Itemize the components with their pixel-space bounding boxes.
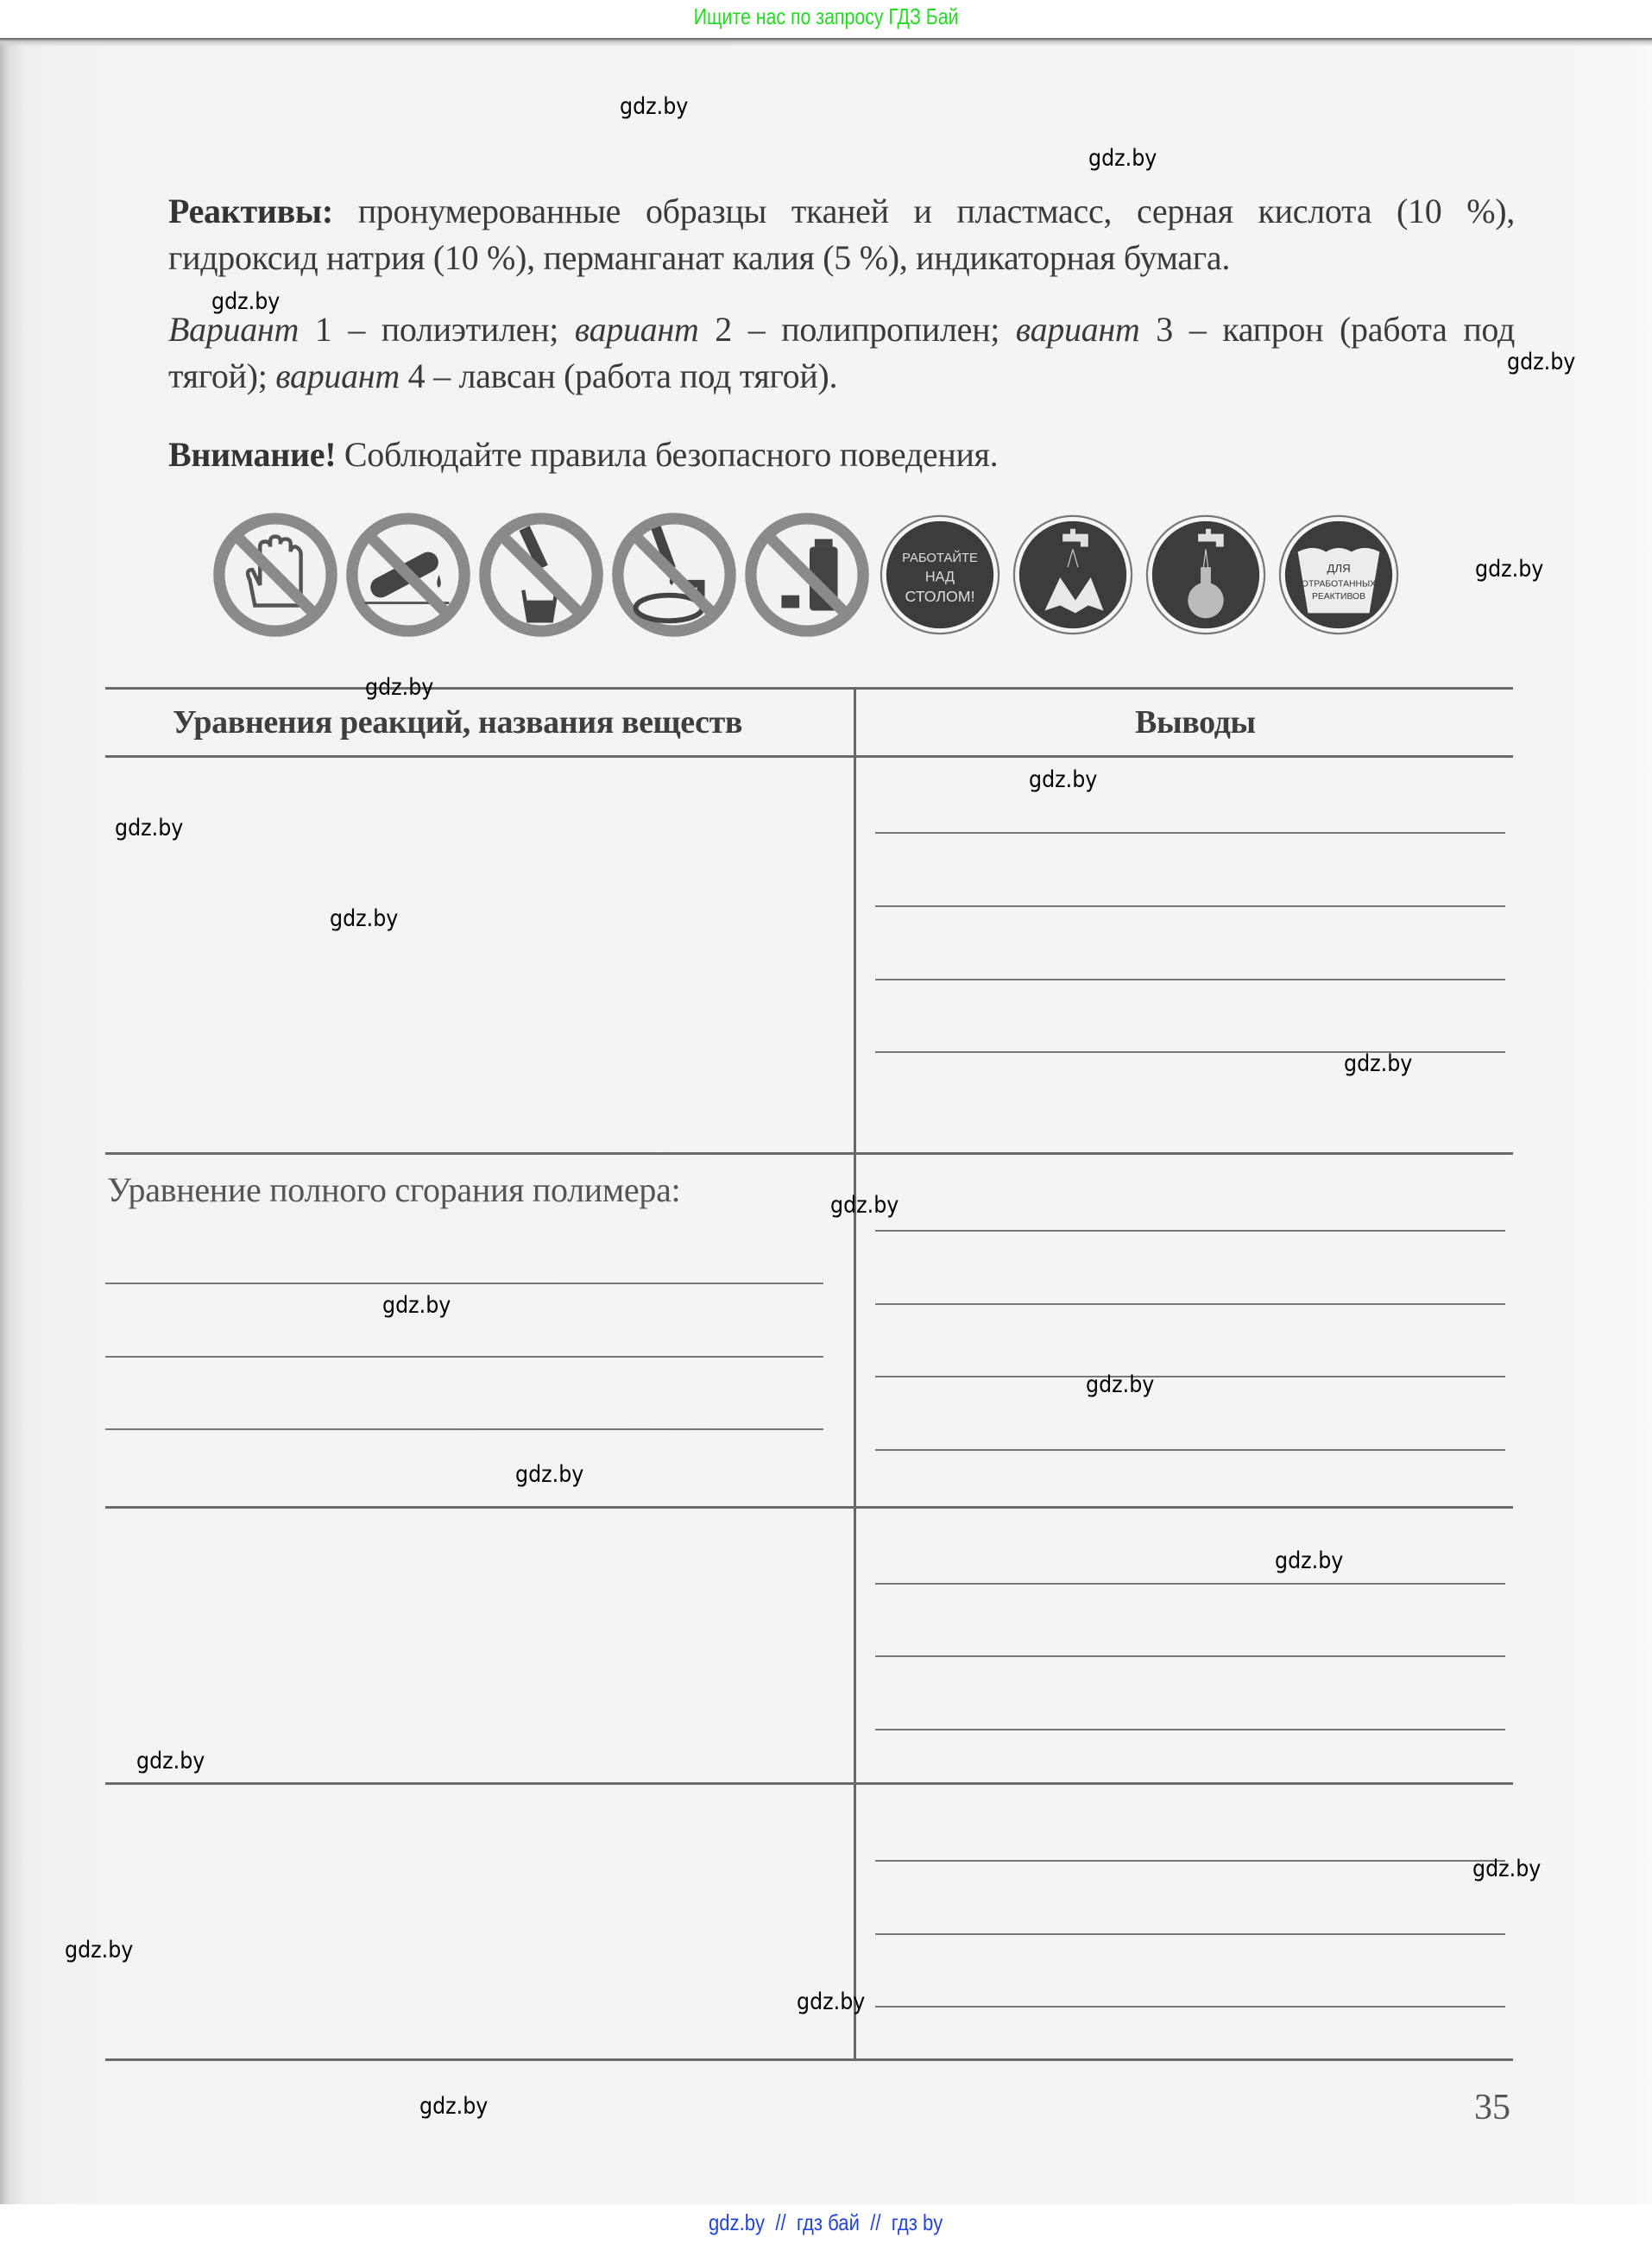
section-divider — [105, 1152, 1513, 1155]
top-banner-text: Ищите нас по запросу ГДЗ Бай — [693, 3, 959, 29]
variant-2-text: – полипропилен; — [747, 310, 1000, 349]
section-divider — [105, 1506, 1513, 1509]
variant-3-number: 3 — [1156, 310, 1173, 349]
waste-line-2: ОТРАБОТАННЫХ — [1301, 579, 1377, 589]
work-over-table-line-3: СТОЛОМ! — [905, 588, 975, 606]
answer-line[interactable] — [875, 1303, 1505, 1305]
variant-4-text: – лавсан (работа под тягой). — [433, 356, 838, 395]
watermark: gdz.by — [620, 93, 689, 120]
waste-line-1: ДЛЯ — [1327, 562, 1351, 576]
variant-1-number: 1 — [314, 310, 332, 349]
watermark: gdz.by — [797, 1989, 866, 2015]
no-touching-icon — [211, 511, 339, 639]
watermark: gdz.by — [136, 1748, 205, 1774]
watermark: gdz.by — [1472, 1856, 1542, 1882]
answer-line[interactable] — [875, 1655, 1505, 1657]
answer-line[interactable] — [875, 1933, 1505, 1935]
reagents-paragraph — [168, 188, 1515, 281]
bottom-banner-text[interactable]: gdz.by // гдз бай // гдз by — [709, 2209, 943, 2235]
watermark: gdz.by — [515, 1461, 584, 1488]
watermark: gdz.by — [1088, 145, 1157, 172]
answer-line[interactable] — [875, 1860, 1505, 1862]
watermark: gdz.by — [830, 1192, 899, 1219]
watermark: gdz.by — [382, 1292, 451, 1319]
table-bottom-border — [105, 2058, 1513, 2061]
variant-3-text: – капрон (работа под тягой); — [168, 310, 1516, 395]
answer-line[interactable] — [875, 832, 1505, 834]
watermark: gdz.by — [65, 1937, 134, 1964]
watermark: gdz.by — [1275, 1547, 1344, 1574]
safety-icons-row — [211, 511, 1420, 640]
watermark: gdz.by — [1507, 349, 1576, 375]
variants-paragraph — [168, 306, 1515, 400]
work-over-table-line-2: НАД — [924, 569, 955, 585]
variant-4-label: вариант — [275, 356, 400, 395]
answer-line[interactable] — [875, 1230, 1505, 1232]
answer-line[interactable] — [875, 1729, 1505, 1730]
waste-container-icon — [1275, 511, 1403, 639]
variant-2-number: 2 — [715, 310, 732, 349]
combustion-equation-label: Уравнение полного сгорания полимера: — [107, 1170, 681, 1209]
no-pouring-into-sink-icon — [610, 511, 738, 639]
header-bottom-border — [105, 755, 1513, 758]
answer-line[interactable] — [875, 2006, 1505, 2008]
watermark: gdz.by — [1475, 556, 1544, 583]
watermark: gdz.by — [330, 905, 399, 932]
watermark: gdz.by — [1344, 1050, 1413, 1077]
answer-line[interactable] — [875, 1376, 1505, 1377]
watermark: gdz.by — [115, 815, 184, 842]
answer-line[interactable] — [875, 1449, 1505, 1451]
equation-line[interactable] — [105, 1283, 823, 1284]
no-spilling-icon — [344, 511, 472, 639]
equation-line[interactable] — [105, 1428, 823, 1430]
watermark: gdz.by — [1086, 1371, 1155, 1398]
section-divider — [105, 1782, 1513, 1785]
safety-warning — [168, 432, 1515, 478]
column-divider — [854, 687, 856, 2061]
variant-4-number: 4 — [407, 356, 426, 395]
watermark: gdz.by — [211, 288, 281, 315]
watermark: gdz.by — [1029, 766, 1098, 793]
no-pouring-into-glass-icon — [477, 511, 605, 639]
answer-line[interactable] — [875, 905, 1505, 907]
reagents-label: Реактивы: — [168, 192, 333, 230]
warning-text: Соблюдайте правила безопасного поведения. — [344, 435, 999, 474]
column-header-conclusions: Выводы — [1135, 704, 1256, 741]
work-over-table-icon — [876, 511, 1004, 639]
answer-line[interactable] — [875, 979, 1505, 980]
equation-line[interactable] — [105, 1356, 823, 1358]
top-banner — [0, 0, 1652, 38]
column-header-equations: Уравнения реакций, названия веществ — [173, 704, 742, 741]
bottom-banner — [0, 2204, 1652, 2244]
variant-3-label: вариант — [1015, 310, 1140, 349]
page-edge-shadow — [0, 38, 1652, 47]
no-open-reagent-icon — [743, 511, 871, 639]
variant-1-label: Вариант — [168, 310, 300, 349]
watermark: gdz.by — [419, 2093, 489, 2120]
rinse-flask-icon — [1142, 511, 1270, 639]
variant-2-label: вариант — [574, 310, 699, 349]
warning-label: Внимание! — [168, 435, 337, 474]
variant-1-text: – полиэтилен; — [348, 310, 559, 349]
table-top-border — [105, 687, 1513, 690]
work-over-table-line-1: РАБОТАЙТЕ — [902, 552, 978, 566]
watermark: gdz.by — [365, 674, 434, 701]
page-number: 35 — [1474, 2088, 1510, 2127]
waste-line-3: РЕАКТИВОВ — [1311, 592, 1366, 602]
reagents-text: пронумерованные образцы тканей и пластмасс, серная кислота (10 %), гидроксид натрия (10 %), перманганат калия (5 %), индикаторная бумага. — [168, 192, 1515, 277]
wash-hands-icon — [1009, 511, 1137, 639]
answer-line[interactable] — [875, 1583, 1505, 1585]
